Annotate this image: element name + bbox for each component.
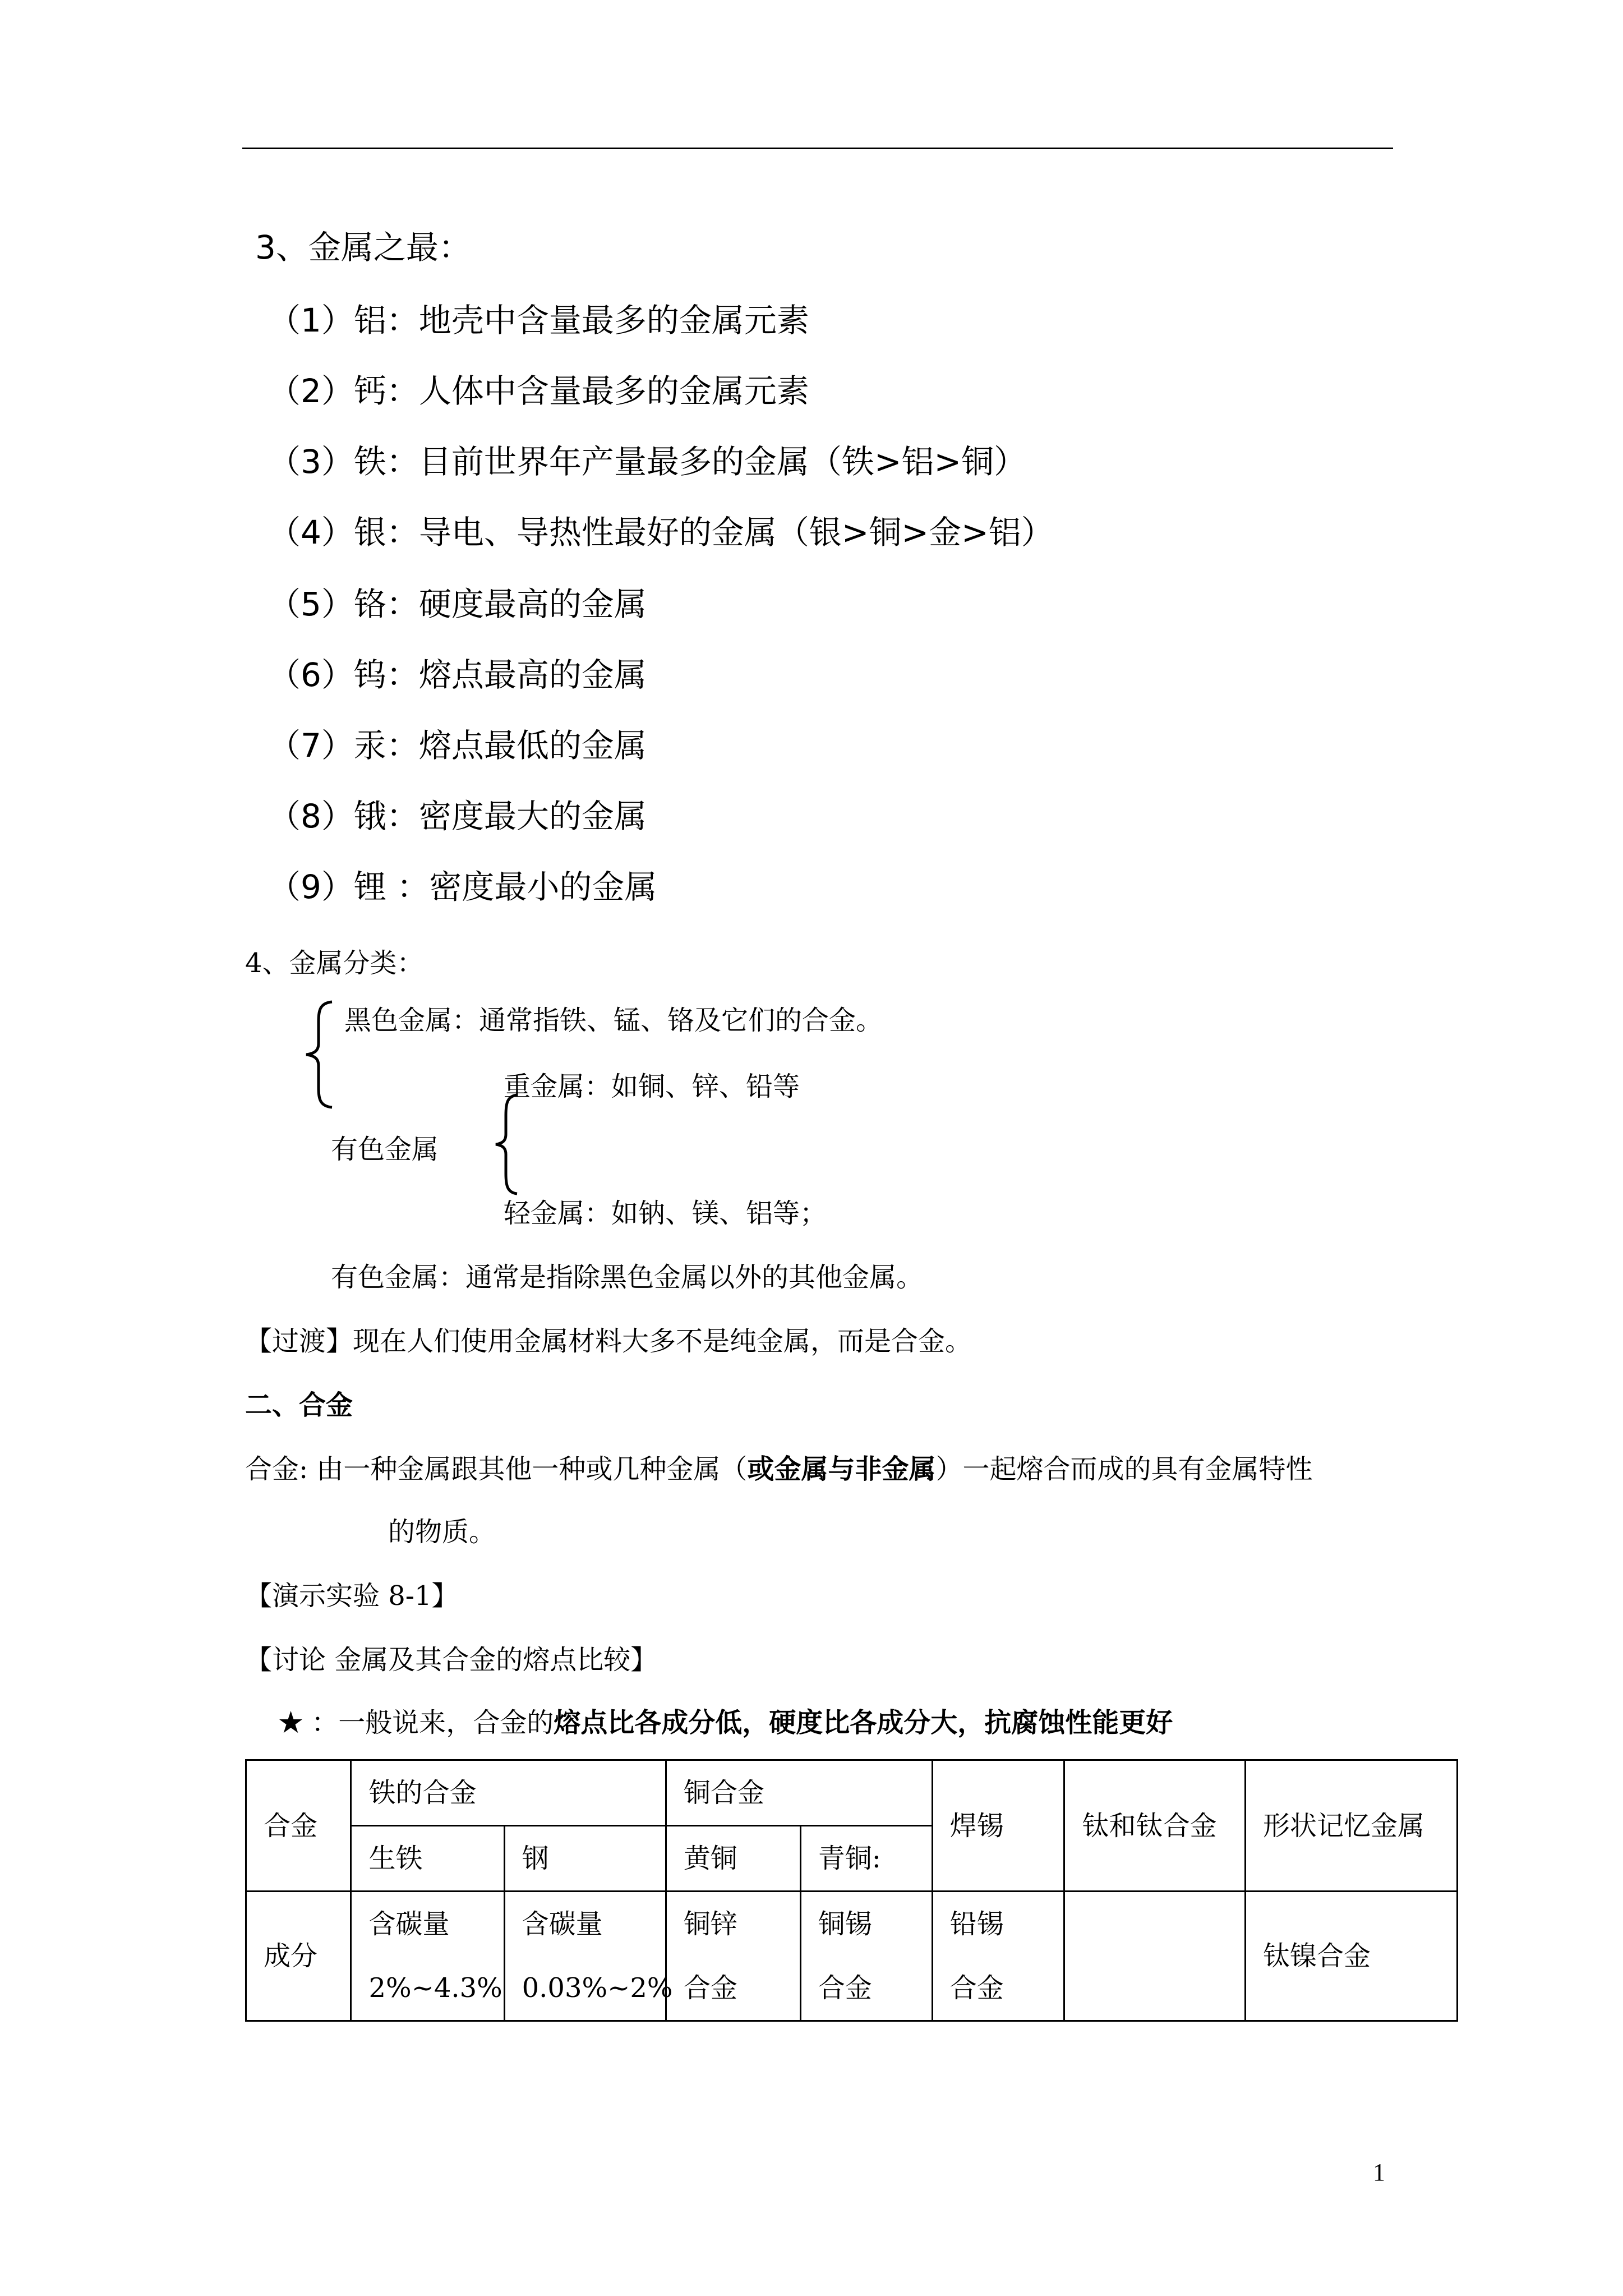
- black-metal-line: 黑色金属：通常指铁、锰、铬及它们的合金。: [344, 1005, 883, 1036]
- colored-metal-label: 有色金属: [331, 1134, 439, 1165]
- cell-bronze-composition: [800, 1892, 932, 2021]
- cell-shape-memory-composition: 钛镍合金: [1245, 1892, 1457, 2021]
- header-rule: [242, 148, 1393, 149]
- cell-line: 0.03%~2%: [522, 1972, 673, 2004]
- table-row: [246, 1892, 1458, 2021]
- cell-line: 含碳量: [368, 1908, 450, 1940]
- header-steel: 钢: [504, 1826, 666, 1892]
- header-iron-alloy: 铁的合金: [351, 1760, 666, 1826]
- cell-titanium-composition: [1064, 1892, 1246, 2021]
- cell-line: 合金: [949, 1972, 1004, 2004]
- cell-brass-composition: [666, 1892, 800, 2021]
- cell-steel-composition: [504, 1892, 673, 2021]
- metal-fact-2: （2）钙：人体中含量最多的金属元素: [268, 372, 809, 410]
- cell-line: 合金: [818, 1972, 872, 2004]
- row-header-composition: 成分: [246, 1892, 351, 2021]
- metal-fact-9: （9）锂 ：密度最小的金属: [268, 868, 657, 906]
- star-icon: ★: [279, 1707, 303, 1738]
- header-shape-memory: 形状记忆金属: [1245, 1760, 1457, 1892]
- header-alloy: 合金: [246, 1760, 351, 1892]
- cell-solder-composition: [932, 1892, 1064, 2021]
- heading-alloys: 二、合金: [245, 1389, 353, 1421]
- light-metal-line: 轻金属：如钠、镁、铝等；: [504, 1198, 827, 1229]
- metal-fact-8: （8）锇：密度最大的金属: [268, 797, 647, 835]
- star-note-prefix: ：一般说来，合金的: [303, 1707, 554, 1738]
- alloy-def-prefix: 合金: 由一种金属跟其他一种或几种金属（: [245, 1453, 748, 1485]
- section3-title: 3、金属之最：: [255, 228, 471, 266]
- metal-fact-6: （6）钨：熔点最高的金属: [268, 656, 647, 694]
- star-note: [279, 1701, 1173, 1740]
- cell-line: 2%~4.3%: [368, 1972, 502, 2004]
- heavy-metal-line: 重金属：如铜、锌、铅等: [504, 1071, 800, 1102]
- star-note-bold: 熔点比各成分低，硬度比各成分大，抗腐蚀性能更好: [554, 1707, 1173, 1738]
- discussion-topic: 【讨论 金属及其合金的熔点比较】: [245, 1644, 658, 1676]
- alloy-definition-line2: 的物质。: [388, 1516, 496, 1548]
- metal-fact-4: （4）银：导电、导热性最好的金属（银>铜>金>铝）: [268, 513, 1054, 551]
- header-titanium: 钛和钛合金: [1064, 1760, 1246, 1892]
- alloy-def-bold: 或金属与非金属: [747, 1453, 936, 1485]
- alloy-definition: [245, 1447, 1312, 1486]
- header-pig-iron: 生铁: [351, 1826, 504, 1892]
- demo-experiment: 【演示实验 8-1】: [245, 1580, 459, 1612]
- cell-line: 铅锡: [949, 1908, 1004, 1940]
- cell-line: 铜锡: [818, 1908, 872, 1940]
- colored-metal-definition: 有色金属：通常是指除黑色金属以外的其他金属。: [331, 1262, 924, 1293]
- table-row: [246, 1760, 1458, 1826]
- header-copper-alloy: 铜合金: [666, 1760, 932, 1826]
- cell-pig-iron-composition: [351, 1892, 504, 2021]
- cell-line: 铜锌: [683, 1908, 737, 1940]
- outer-brace: [303, 1000, 336, 1110]
- metal-fact-5: （5）铬：硬度最高的金属: [268, 585, 647, 623]
- alloy-table: [245, 1759, 1458, 2022]
- cell-line: 含碳量: [522, 1908, 603, 1940]
- section4-title: 4、金属分类：: [245, 947, 424, 979]
- inner-brace: [492, 1093, 520, 1196]
- header-solder: 焊锡: [932, 1760, 1064, 1892]
- metal-fact-3: （3）铁：目前世界年产量最多的金属（铁>铝>铜）: [268, 443, 1027, 481]
- header-bronze: 青铜:: [800, 1826, 932, 1892]
- metal-fact-7: （7）汞：熔点最低的金属: [268, 726, 647, 765]
- cell-line: 合金: [683, 1972, 737, 2004]
- alloy-def-suffix: ）一起熔合而成的具有金属特性: [935, 1453, 1313, 1485]
- header-brass: 黄铜: [666, 1826, 800, 1892]
- transition-note: 【过渡】现在人们使用金属材料大多不是纯金属，而是合金。: [245, 1326, 972, 1357]
- page-number: 1: [1373, 2159, 1385, 2186]
- metal-fact-1: （1）铝：地壳中含量最多的金属元素: [268, 301, 809, 339]
